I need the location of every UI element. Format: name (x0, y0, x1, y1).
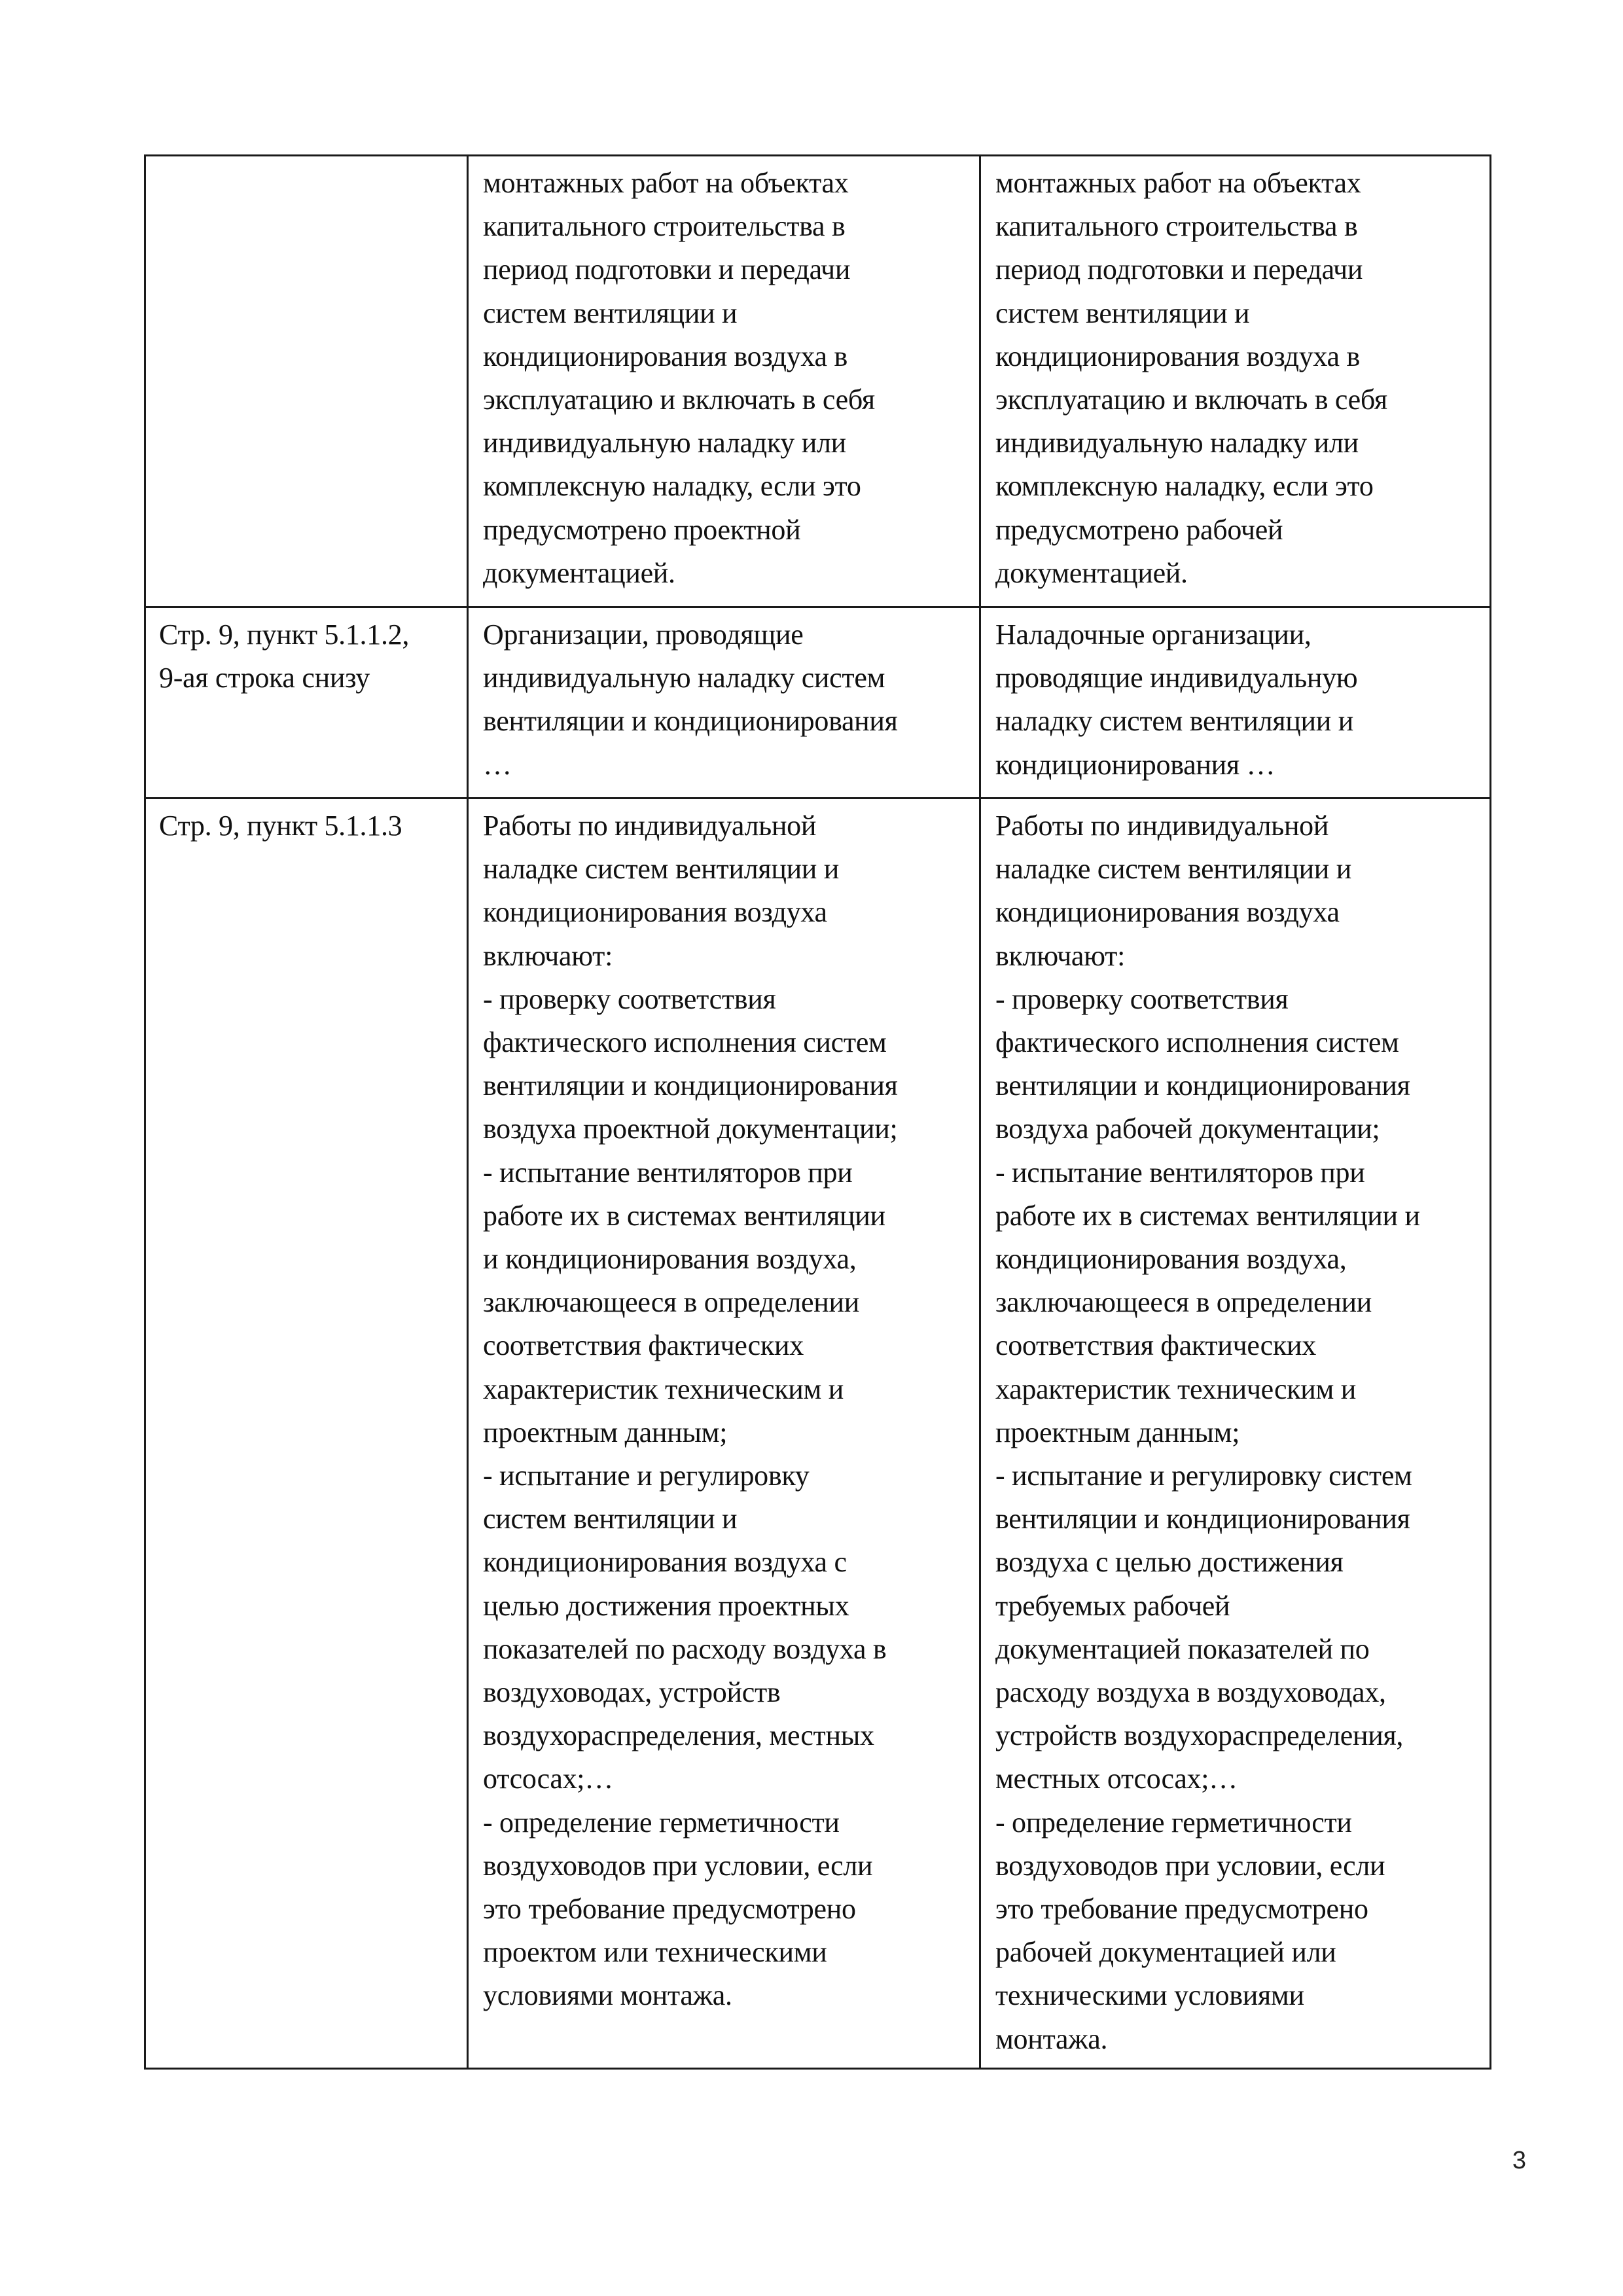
table-row (145, 798, 1491, 2069)
location-cell (145, 156, 468, 607)
old-text-cell: Организации, проводящие индивидуальную наладку систем вентиляции и кондиционирования … (468, 607, 980, 798)
table-row (145, 156, 1491, 607)
page-number: 3 (1512, 2147, 1526, 2174)
location-cell: Стр. 9, пункт 5.1.1.3 (145, 798, 468, 2069)
table-row (145, 607, 1491, 798)
location-cell: Стр. 9, пункт 5.1.1.2, 9-ая строка снизу (145, 607, 468, 798)
new-text-cell: Наладочные организации, проводящие индивидуальную наладку систем вентиляции и кондиционирования … (980, 607, 1491, 798)
new-text-cell: монтажных работ на объектах капитального строительства в период подготовки и передачи систем вентиляции и кондиционирования воздуха в эксплуатацию и включать в себя индивидуальную наладку или комплексную наладку, если это предусмотрено рабочей документацией. (980, 156, 1491, 607)
amendments-table (144, 154, 1491, 2070)
old-text-cell: монтажных работ на объектах капитального строительства в период подготовки и передачи систем вентиляции и кондиционирования воздуха в эксплуатацию и включать в себя индивидуальную наладку или комплексную наладку, если это предусмотрено проектной документацией. (468, 156, 980, 607)
new-text-cell: Работы по индивидуальной наладке систем вентиляции и кондиционирования воздуха включают: - проверку соответствия фактического исполнения систем вентиляции и кондиционирования воздуха рабочей документации; - испытание вентиляторов при работе их в системах вентиляции и кондиционирования воздуха, заключающееся в определении соответствия фактических характеристик техническим и проектным данным; - испытание и регулировку систем вентиляции и кондиционирования воздуха с целью достижения требуемых рабочей документацией показателей по расходу воздуха в воздуховодах, устройств воздухораспределения, местных отсосах;… - определение герметичности воздуховодов при условии, если это требование предусмотрено рабочей документацией или техническими условиями монтажа. (980, 798, 1491, 2069)
old-text-cell: Работы по индивидуальной наладке систем вентиляции и кондиционирования воздуха включают: - проверку соответствия фактического исполнения систем вентиляции и кондиционирования воздуха проектной документации; - испытание вентиляторов при работе их в системах вентиляции и кондиционирования воздуха, заключающееся в определении соответствия фактических характеристик техническим и проектным данным; - испытание и регулировку систем вентиляции и кондиционирования воздуха с целью достижения проектных показателей по расходу воздуха в воздуховодах, устройств воздухораспределения, местных отсосах;… - определение герметичности воздуховодов при условии, если это требование предусмотрено проектом или техническими условиями монтажа. (468, 798, 980, 2069)
